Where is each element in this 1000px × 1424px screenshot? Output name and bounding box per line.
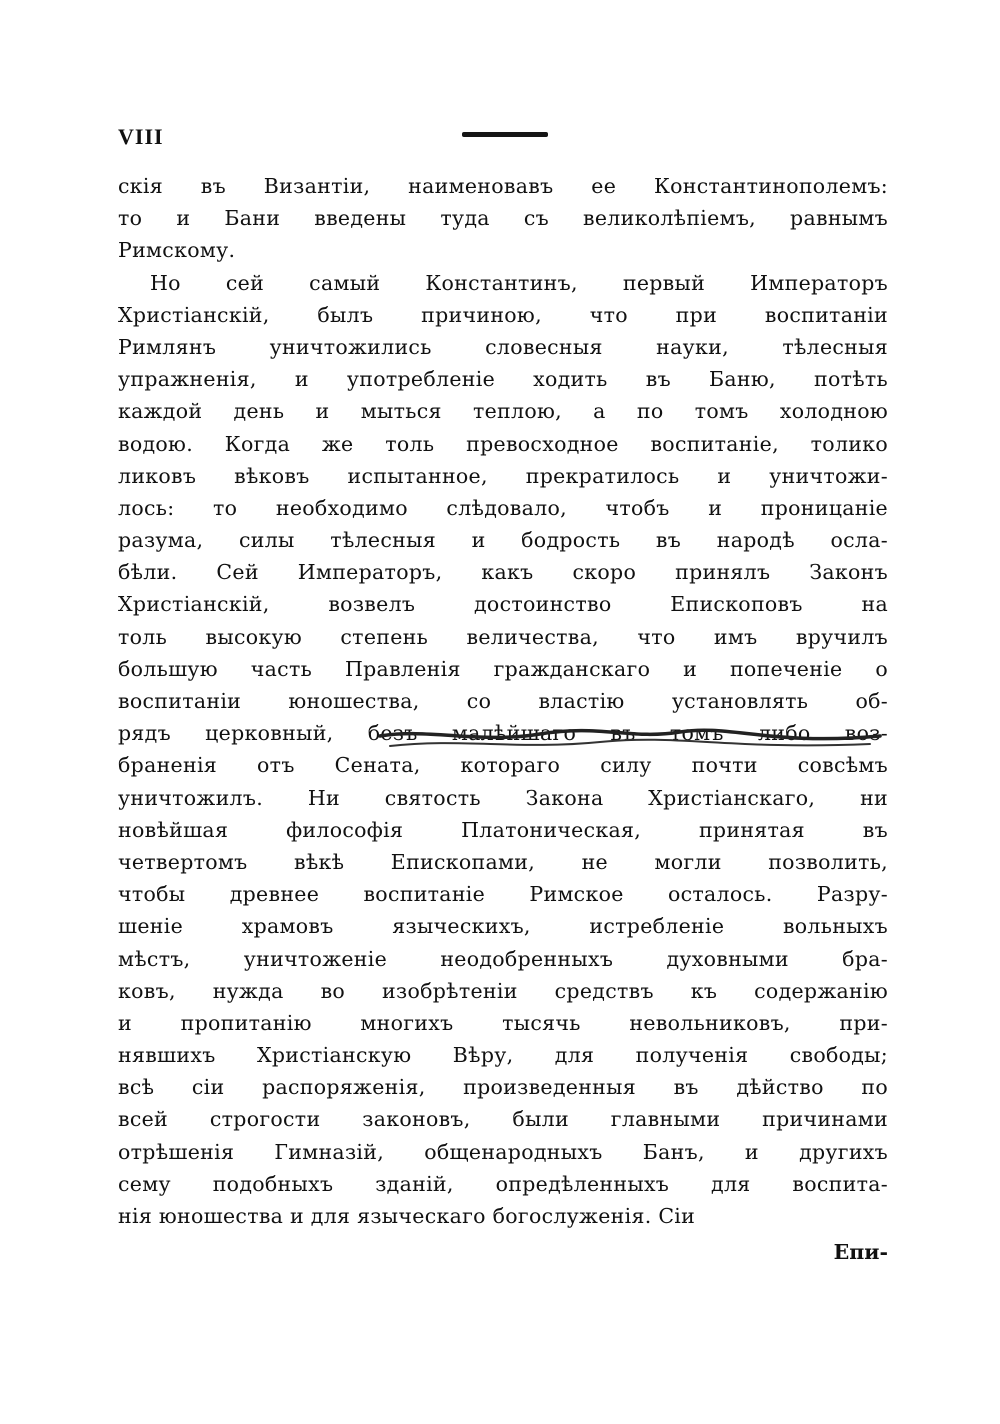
text-line: скія въ Византіи, наименовавъ ее Константинополемъ:	[118, 174, 888, 198]
text-line: мѣстъ, уничтоженіе неодобренныхъ духовными бра-	[118, 946, 888, 971]
text-line: упражненія, и употребленіе ходить въ Баню, потѣть	[118, 367, 888, 392]
text-line: то и Бани введены туда съ великолѣпіемъ, равнымъ	[118, 206, 888, 231]
text-line: всей строгости законовъ, были главными причинами	[118, 1107, 888, 1132]
text-line: Христіанскій, возвелъ достоинство Епископовъ на	[118, 592, 888, 617]
text-line: и пропитанію многихъ тысячь невольниковъ, при-	[118, 1010, 888, 1035]
text-line: большую часть Правленія гражданскаго и попеченіе о	[118, 656, 888, 681]
text-line: бѣли. Сей Императоръ, какъ скоро принялъ Законъ	[118, 560, 888, 585]
text-line: воспитаніи юношества, со властію установлять об-	[118, 689, 888, 713]
text-line: всѣ сіи распоряженія, произведенныя въ дѣйство по	[118, 1075, 888, 1100]
page-number: VIII	[118, 124, 164, 149]
text-line: ликовъ вѣковъ испытанное, прекратилось и уничтожи-	[118, 463, 888, 488]
text-line: браненія отъ Сената, котораго силу почти совсѣмъ	[118, 753, 888, 778]
text-line: Римлянъ уничтожились словесныя науки, тѣлесныя	[118, 334, 888, 359]
catchword: Епи-	[833, 1240, 888, 1264]
text-line: нявшихъ Христіанскую Вѣру, для полученія свободы;	[118, 1043, 888, 1068]
text-line: Римскому.	[118, 238, 236, 263]
text-line: новѣйшая философія Платоническая, принятая въ	[118, 817, 888, 842]
text-line: водою. Когда же толь превосходное воспитаніе, толико	[118, 431, 888, 456]
text-line: каждой день и мыться теплою, а по томъ холодною	[118, 399, 888, 424]
text-line: нія юношества и для языческаго богослуженія. Сіи	[118, 1204, 696, 1228]
text-line: лось: то необходимо слѣдовало, чтобъ и проницаніе	[118, 495, 888, 520]
text-line: разума, силы тѣлесныя и бодрость въ народѣ осла-	[118, 528, 888, 553]
text-line: отрѣшенія Гимназій, общенародныхъ Банъ, и другихъ	[118, 1139, 888, 1164]
text-line: Но сей самый Константинъ, первый Императоръ	[150, 270, 888, 295]
body-text	[118, 170, 888, 1232]
header-ornament-rule	[462, 132, 548, 137]
text-line: Христіанскій, былъ причиною, что при воспитаніи	[118, 302, 888, 327]
text-line: толь высокую степень величества, что имъ вручилъ	[118, 624, 888, 649]
text-line: уничтожилъ. Ни святость Закона Христіанскаго, ни	[118, 785, 888, 810]
text-line: рядъ церковный, безъ малѣйшаго въ томъ либо воз-	[118, 721, 888, 746]
text-line: чтобы древнее воспитаніе Римское осталось. Разру-	[118, 882, 888, 907]
text-line: шеніе храмовъ языческихъ, истребленіе вольныхъ	[118, 914, 888, 939]
page-header	[118, 124, 888, 154]
text-line: ковъ, нужда во изобрѣтеніи средствъ къ содержанію	[118, 978, 888, 1003]
text-line: четвертомъ вѣкѣ Епископами, не могли позволить,	[118, 849, 888, 874]
text-line: сему подобныхъ зданій, опредѣленныхъ для воспита-	[118, 1171, 888, 1196]
